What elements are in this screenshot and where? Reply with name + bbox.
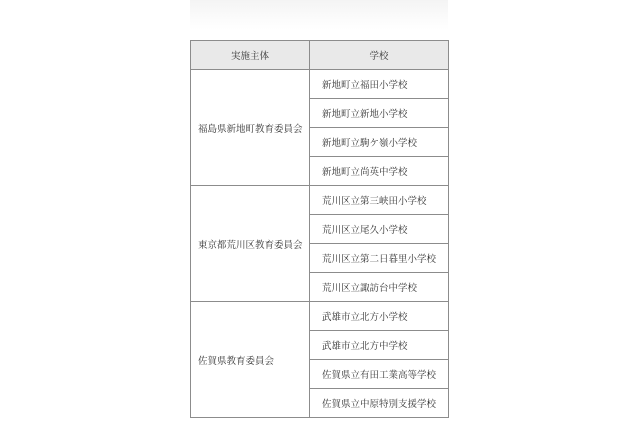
school-cell: 荒川区立第二日暮里小学校	[310, 244, 449, 273]
school-cell: 荒川区立尾久小学校	[310, 215, 449, 244]
header-entity: 実施主体	[191, 41, 310, 70]
table-row	[191, 70, 449, 99]
school-cell: 新地町立福田小学校	[310, 70, 449, 99]
school-cell: 荒川区立諏訪台中学校	[310, 273, 449, 302]
entity-cell: 佐賀県教育委員会	[191, 302, 310, 418]
school-cell: 荒川区立第三峡田小学校	[310, 186, 449, 215]
table-row	[191, 302, 449, 331]
school-cell: 新地町立新地小学校	[310, 99, 449, 128]
school-cell: 新地町立駒ケ嶺小学校	[310, 128, 449, 157]
school-cell: 佐賀県立中原特別支援学校	[310, 389, 449, 418]
school-cell: 新地町立尚英中学校	[310, 157, 449, 186]
table-header-row	[191, 41, 449, 70]
entity-cell: 福島県新地町教育委員会	[191, 70, 310, 186]
school-cell: 武雄市立北方小学校	[310, 302, 449, 331]
header-school: 学校	[310, 41, 449, 70]
top-image-fade	[190, 0, 448, 30]
school-cell: 佐賀県立有田工業高等学校	[310, 360, 449, 389]
table-row	[191, 186, 449, 215]
school-cell: 武雄市立北方中学校	[310, 331, 449, 360]
entity-cell: 東京都荒川区教育委員会	[191, 186, 310, 302]
schools-table	[190, 40, 449, 418]
